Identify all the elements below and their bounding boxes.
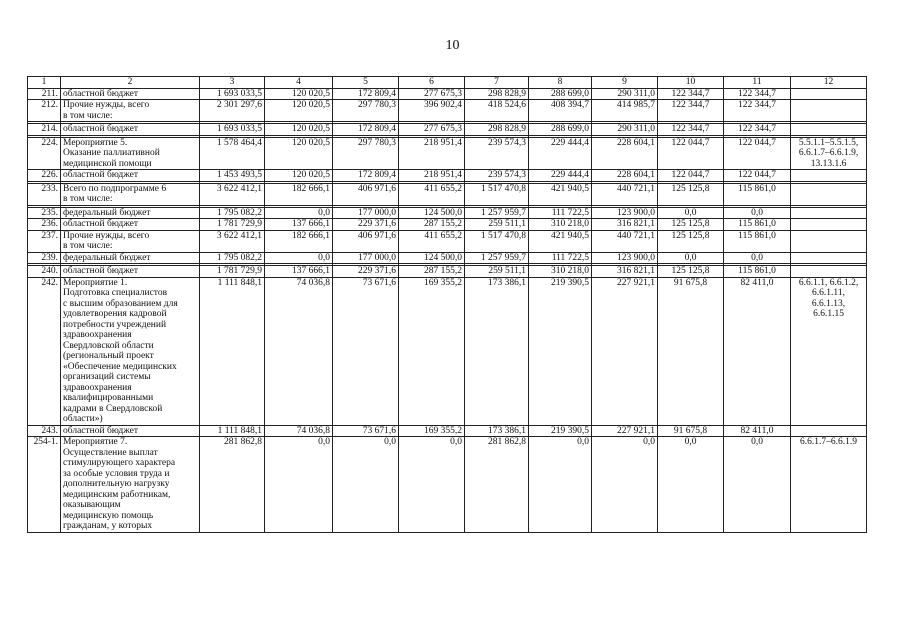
value-cell: 219 390,5 [529,425,592,437]
target-indicator-codes [791,170,867,182]
row-number: 236. [28,219,61,231]
value-cell: 182 666,1 [265,230,333,252]
value-cell: 1 111 848,1 [200,425,265,437]
value-cell: 0,0 [265,252,333,264]
value-cell: 122 344,7 [724,124,791,136]
row-name: областной бюджет [61,88,200,100]
value-cell: 1 111 848,1 [200,277,265,425]
target-indicator-codes: 6.6.1.1, 6.6.1.2, 6.6.1.11, 6.6.1.13, 6.6.1.15 [791,277,867,425]
row-name: областной бюджет [61,219,200,231]
value-cell: 172 809,4 [333,124,399,136]
value-cell: 277 675,3 [399,124,465,136]
value-cell: 182 666,1 [265,183,333,205]
value-cell: 1 517 470,8 [465,183,529,205]
value-cell: 172 809,4 [333,88,399,100]
value-cell: 125 125,8 [658,230,724,252]
value-cell: 218 951,4 [399,170,465,182]
value-cell: 1 257 959,7 [465,207,529,219]
row-name: областной бюджет [61,425,200,437]
value-cell: 0,0 [592,437,658,533]
value-cell: 281 862,8 [200,437,265,533]
value-cell: 120 020,5 [265,124,333,136]
row-name: областной бюджет [61,266,200,278]
value-cell: 227 921,1 [592,277,658,425]
value-cell: 120 020,5 [265,137,333,170]
value-cell: 73 671,6 [333,425,399,437]
value-cell: 406 971,6 [333,230,399,252]
value-cell: 281 862,8 [465,437,529,533]
table-row [28,170,867,182]
column-header: 6 [399,77,465,89]
target-indicator-codes [791,219,867,231]
value-cell: 0,0 [658,252,724,264]
column-header: 10 [658,77,724,89]
row-number: 243. [28,425,61,437]
table-row [28,207,867,219]
row-number: 239. [28,252,61,264]
row-name: Всего по подпрограмме 6 в том числе: [61,183,200,205]
value-cell: 229 444,4 [529,137,592,170]
value-cell: 124 500,0 [399,252,465,264]
column-header: 2 [61,77,200,89]
value-cell: 1 453 493,5 [200,170,265,182]
value-cell: 421 940,5 [529,230,592,252]
target-indicator-codes: 5.5.1.1–5.5.1.5, 6.6.1.7–6.6.1.9, 13.13.1.6 [791,137,867,170]
value-cell: 316 821,1 [592,219,658,231]
value-cell: 73 671,6 [333,277,399,425]
value-cell: 229 371,6 [333,219,399,231]
table-row [28,100,867,122]
budget-table [27,76,867,533]
value-cell: 122 044,7 [724,137,791,170]
value-cell: 239 574,3 [465,170,529,182]
value-cell: 122 344,7 [724,100,791,122]
value-cell: 125 125,8 [658,219,724,231]
table-row [28,124,867,136]
value-cell: 74 036,8 [265,425,333,437]
table-row [28,266,867,278]
value-cell: 122 344,7 [658,100,724,122]
table-row [28,88,867,100]
value-cell: 1 578 464,4 [200,137,265,170]
value-cell: 0,0 [333,437,399,533]
row-name: федеральный бюджет [61,252,200,264]
value-cell: 0,0 [724,252,791,264]
value-cell: 287 155,2 [399,266,465,278]
value-cell: 177 000,0 [333,252,399,264]
value-cell: 414 985,7 [592,100,658,122]
value-cell: 123 900,0 [592,207,658,219]
row-number: 212. [28,100,61,122]
table-row [28,277,867,425]
column-header-row [28,77,867,89]
value-cell: 440 721,1 [592,183,658,205]
value-cell: 2 301 297,6 [200,100,265,122]
value-cell: 218 951,4 [399,137,465,170]
value-cell: 1 781 729,9 [200,266,265,278]
value-cell: 1 795 082,2 [200,207,265,219]
value-cell: 290 311,0 [592,124,658,136]
column-header: 5 [333,77,399,89]
value-cell: 169 355,2 [399,277,465,425]
target-indicator-codes [791,230,867,252]
value-cell: 228 604,1 [592,137,658,170]
value-cell: 0,0 [724,207,791,219]
value-cell: 125 125,8 [658,183,724,205]
row-number: 226. [28,170,61,182]
table-row [28,219,867,231]
target-indicator-codes [791,88,867,100]
row-name: областной бюджет [61,170,200,182]
table-row [28,183,867,205]
value-cell: 120 020,5 [265,170,333,182]
row-name: федеральный бюджет [61,207,200,219]
target-indicator-codes [791,266,867,278]
value-cell: 82 411,0 [724,277,791,425]
value-cell: 0,0 [658,437,724,533]
value-cell: 411 655,2 [399,230,465,252]
value-cell: 297 780,3 [333,100,399,122]
target-indicator-codes: 6.6.1.7–6.6.1.9 [791,437,867,533]
value-cell: 173 386,1 [465,425,529,437]
value-cell: 115 861,0 [724,219,791,231]
value-cell: 408 394,7 [529,100,592,122]
table-row [28,137,867,170]
value-cell: 229 371,6 [333,266,399,278]
target-indicator-codes [791,207,867,219]
value-cell: 122 344,7 [658,88,724,100]
value-cell: 440 721,1 [592,230,658,252]
value-cell: 287 155,2 [399,219,465,231]
value-cell: 290 311,0 [592,88,658,100]
row-number: 211. [28,88,61,100]
value-cell: 1 517 470,8 [465,230,529,252]
row-name: Мероприятие 5. Оказание паллиативной медицинской помощи [61,137,200,170]
value-cell: 227 921,1 [592,425,658,437]
value-cell: 3 622 412,1 [200,230,265,252]
value-cell: 288 699,0 [529,124,592,136]
row-number: 237. [28,230,61,252]
row-number: 233. [28,183,61,205]
value-cell: 122 044,7 [724,170,791,182]
value-cell: 0,0 [265,207,333,219]
column-header: 9 [592,77,658,89]
value-cell: 406 971,6 [333,183,399,205]
row-name: Прочие нужды, всего в том числе: [61,100,200,122]
value-cell: 396 902,4 [399,100,465,122]
value-cell: 111 722,5 [529,252,592,264]
value-cell: 0,0 [399,437,465,533]
value-cell: 120 020,5 [265,100,333,122]
value-cell: 122 344,7 [724,88,791,100]
value-cell: 0,0 [658,207,724,219]
value-cell: 1 693 033,5 [200,88,265,100]
row-name: Прочие нужды, всего в том числе: [61,230,200,252]
value-cell: 3 622 412,1 [200,183,265,205]
value-cell: 219 390,5 [529,277,592,425]
row-number: 214. [28,124,61,136]
value-cell: 115 861,0 [724,183,791,205]
value-cell: 411 655,2 [399,183,465,205]
row-number: 242. [28,277,61,425]
value-cell: 137 666,1 [265,219,333,231]
value-cell: 137 666,1 [265,266,333,278]
value-cell: 298 828,9 [465,88,529,100]
value-cell: 228 604,1 [592,170,658,182]
value-cell: 0,0 [529,437,592,533]
value-cell: 1 693 033,5 [200,124,265,136]
column-header: 1 [28,77,61,89]
value-cell: 91 675,8 [658,425,724,437]
row-name: Мероприятие 1. Подготовка специалистов с высшим образованием для удовлетворения кадровой потребности учреждений здравоохранения Свердловской области (региональный проект «Обеспечение медицинских организаций системы здравоохранения квалифицированными кадрами в Свердловской области») [61,277,200,425]
value-cell: 316 821,1 [592,266,658,278]
row-number: 240. [28,266,61,278]
value-cell: 277 675,3 [399,88,465,100]
value-cell: 123 900,0 [592,252,658,264]
column-header: 12 [791,77,867,89]
column-header: 3 [200,77,265,89]
row-name: областной бюджет [61,124,200,136]
value-cell: 421 940,5 [529,183,592,205]
column-header: 7 [465,77,529,89]
column-header: 8 [529,77,592,89]
value-cell: 82 411,0 [724,425,791,437]
value-cell: 310 218,0 [529,266,592,278]
row-name: Мероприятие 7. Осуществление выплат стимулирующего характера за особые условия труда и дополнительную нагрузку медицинским работникам, оказывающим медицинскую помощь гражданам, у которых [61,437,200,533]
value-cell: 177 000,0 [333,207,399,219]
target-indicator-codes [791,183,867,205]
value-cell: 172 809,4 [333,170,399,182]
value-cell: 259 511,1 [465,219,529,231]
value-cell: 122 344,7 [658,124,724,136]
value-cell: 91 675,8 [658,277,724,425]
value-cell: 111 722,5 [529,207,592,219]
value-cell: 1 795 082,2 [200,252,265,264]
page-number: 10 [445,38,460,53]
value-cell: 122 044,7 [658,137,724,170]
target-indicator-codes [791,252,867,264]
value-cell: 115 861,0 [724,266,791,278]
row-number: 235. [28,207,61,219]
table-row [28,425,867,437]
value-cell: 115 861,0 [724,230,791,252]
value-cell: 122 044,7 [658,170,724,182]
value-cell: 259 511,1 [465,266,529,278]
value-cell: 0,0 [724,437,791,533]
value-cell: 1 781 729,9 [200,219,265,231]
value-cell: 297 780,3 [333,137,399,170]
value-cell: 239 574,3 [465,137,529,170]
row-number: 224. [28,137,61,170]
value-cell: 229 444,4 [529,170,592,182]
target-indicator-codes [791,124,867,136]
value-cell: 1 257 959,7 [465,252,529,264]
table-row [28,252,867,264]
value-cell: 0,0 [265,437,333,533]
value-cell: 124 500,0 [399,207,465,219]
value-cell: 74 036,8 [265,277,333,425]
target-indicator-codes [791,100,867,122]
value-cell: 169 355,2 [399,425,465,437]
target-indicator-codes [791,425,867,437]
column-header: 11 [724,77,791,89]
column-header: 4 [265,77,333,89]
value-cell: 418 524,6 [465,100,529,122]
table-row [28,230,867,252]
value-cell: 120 020,5 [265,88,333,100]
value-cell: 288 699,0 [529,88,592,100]
value-cell: 173 386,1 [465,277,529,425]
row-number: 254-1. [28,437,61,533]
value-cell: 310 218,0 [529,219,592,231]
table-row [28,437,867,533]
value-cell: 298 828,9 [465,124,529,136]
value-cell: 125 125,8 [658,266,724,278]
